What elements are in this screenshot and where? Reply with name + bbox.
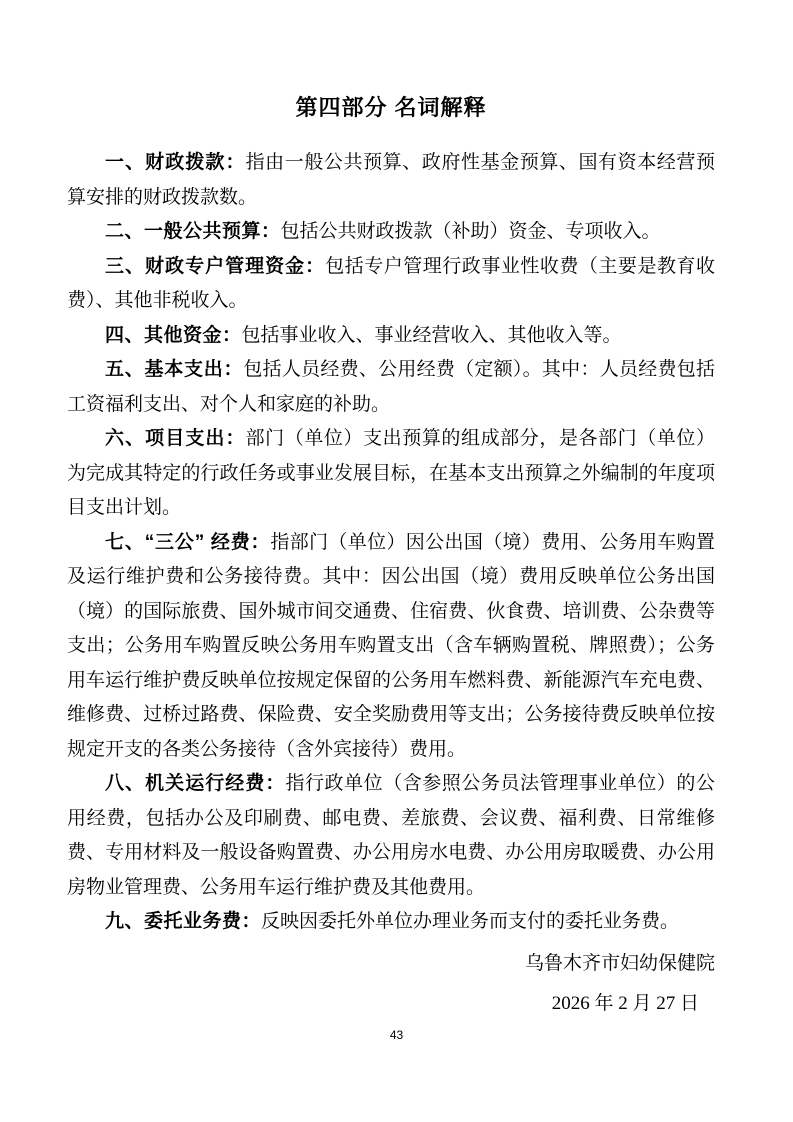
term-paragraph	[67, 319, 715, 354]
term-definition: 反映因委托外单位办理业务而支付的委托业务费。	[261, 911, 680, 932]
signature-organization: 乌鲁木齐市妇幼保健院	[524, 952, 715, 974]
signature-date: 2026 年 2 月 27 日	[551, 992, 699, 1014]
term-label: 六、项目支出：	[105, 428, 246, 449]
term-paragraph	[67, 422, 715, 526]
term-label: 一、财政拨款：	[105, 152, 246, 173]
term-label: 九、委托业务费：	[105, 911, 262, 932]
term-paragraph	[67, 526, 715, 768]
term-label: 五、基本支出：	[105, 359, 244, 380]
term-definition: 包括事业收入、事业经营收入、其他收入等。	[241, 324, 622, 346]
term-label: 八、机关运行经费：	[105, 773, 286, 794]
term-definition: 包括人员经费、公用经费（定额）。其中：人员经费包括工资福利支出、对个人和家庭的补助。	[67, 359, 715, 415]
term-paragraph	[67, 905, 715, 940]
term-definition: 包括公共财政拨款（补助）资金、专项收入。	[280, 221, 661, 242]
term-definition: 部门（单位）支出预算的组成部分，是各部门（单位）为完成其特定的行政任务或事业发展目标，在基本支出预算之外编制的年度项目支出计划。	[67, 428, 715, 518]
term-paragraph	[67, 767, 715, 905]
term-paragraph	[67, 146, 715, 215]
page-title: 第四部分 名词解释	[295, 95, 487, 120]
term-definition: 指部门（单位）因公出国（境）费用、公务用车购置及运行维护费和公务接待费。其中：因公出国（境）费用反映单位公务出国（境）的国际旅费、国外城市间交通费、住宿费、伙食费、培训费、公杂费等支出；公务用车购置反映公务用车购置支出（含车辆购置税、牌照费）；公务用车运行维护费反映单位按规定保留的公务用车燃料费、新能源汽车充电费、维修费、过桥过路费、保险费、安全奖励费用等支出；公务接待费反映单位按规定开支的各类公务接待（含外宾接待）费用。	[67, 531, 715, 760]
term-paragraph	[67, 250, 715, 319]
glossary-body	[67, 146, 715, 940]
term-definition: 指由一般公共预算、政府性基金预算、国有资本经营预算安排的财政拨款数。	[67, 152, 715, 208]
term-label: 三、财政专户管理资金：	[105, 255, 326, 277]
term-label: 二、一般公共预算：	[105, 221, 281, 242]
term-definition: 指行政单位（含参照公务员法管理事业单位）的公用经费，包括办公及印刷费、邮电费、差旅费、会议费、福利费、日常维修费、专用材料及一般设备购置费、办公用房水电费、办公用房取暖费、办公用房物业管理费、公务用车运行维护费及其他费用。	[67, 773, 715, 898]
term-paragraph	[67, 353, 715, 422]
term-definition: 包括专户管理行政事业性收费（主要是教育收费）、其他非税收入。	[67, 255, 715, 311]
signature-block	[67, 944, 715, 1024]
term-label: 七、“三公” 经费：	[105, 531, 271, 553]
term-paragraph	[67, 215, 715, 250]
page-number: 43	[389, 1028, 404, 1042]
term-label: 四、其他资金：	[105, 324, 242, 346]
